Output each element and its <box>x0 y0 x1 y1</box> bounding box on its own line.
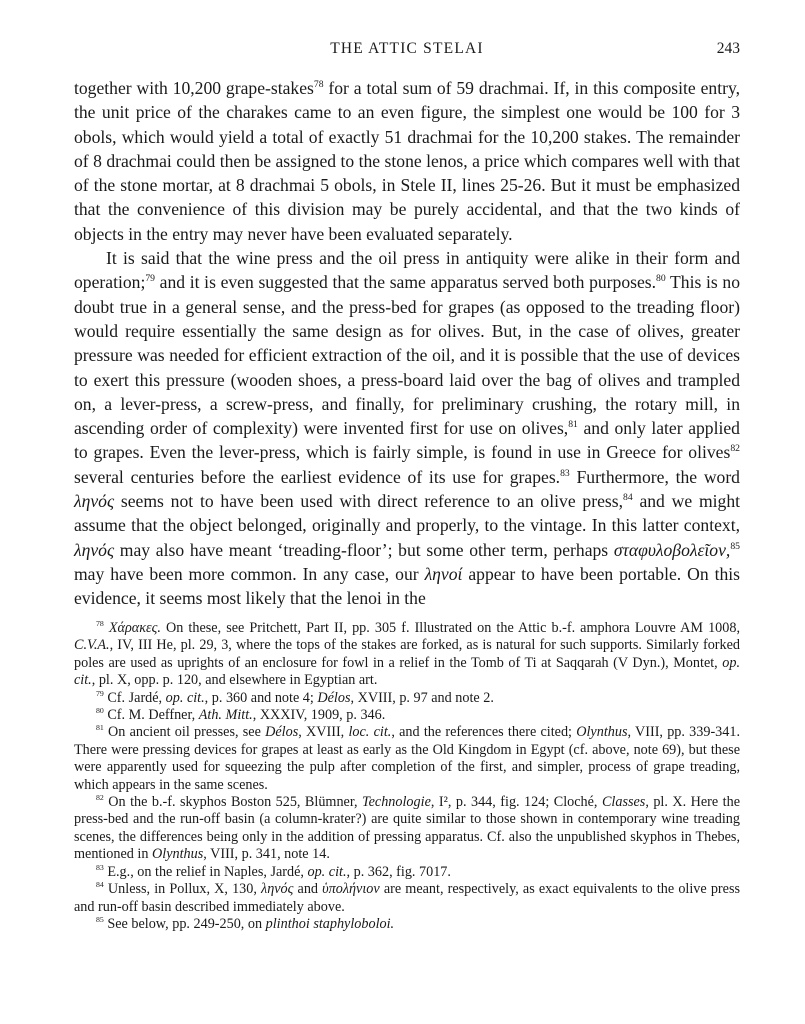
text-run: , and the references there cited; <box>391 724 577 741</box>
footnote-85 <box>74 916 740 933</box>
italic-text: Olynthus <box>152 846 204 863</box>
italic-text: Olynthus <box>576 724 628 741</box>
running-header <box>74 40 740 62</box>
footnotes <box>74 620 740 933</box>
footnote-83 <box>74 864 740 881</box>
note-ref: 84 <box>622 491 633 503</box>
note-ref: 82 <box>96 793 104 803</box>
italic-text: ληνός <box>261 881 294 898</box>
paragraph <box>74 76 740 246</box>
italic-text: plinthoi staphyloboloi. <box>265 915 395 932</box>
italic-text: C.V.A. <box>74 637 110 654</box>
footnote-80 <box>74 707 740 724</box>
footnote-79 <box>74 690 740 707</box>
text-run: , pl. X, opp. p. 120, and elsewhere in Egyptian art. <box>91 672 378 689</box>
text-run: Furthermore, the word <box>569 466 740 487</box>
italic-text: Délos <box>265 724 299 741</box>
text-run: and it is even suggested that the same apparatus served both purposes. <box>155 272 657 293</box>
note-ref: 84 <box>96 880 104 890</box>
note-ref: 85 <box>730 540 740 552</box>
text-run: and we might assume that the object belonged, originally and properly, to the vintage. In this latter context, <box>74 491 740 536</box>
italic-text: op. cit. <box>165 689 205 706</box>
text-run: , p. 362, fig. 7017. <box>346 863 451 880</box>
text-run: Unless, in Pollux, X, 130, <box>103 881 262 898</box>
text-run: Cf. M. Deffner, <box>103 707 199 724</box>
text-run: Cf. Jardé, <box>103 689 166 706</box>
text-run: several centuries before the earliest evidence of its use for grapes. <box>74 466 561 487</box>
italic-text: Ath. Mitt. <box>198 707 253 724</box>
text-run: , pl. X. Here the press-bed and the run-off basin (a column-krater?) are quite similar to those shown in contemporary wine treading scenes, the differences being only in the addition of pressing apparatus. Cf. also the unpublished skyphos in Thebes, mentioned in <box>74 794 740 863</box>
note-ref: 80 <box>656 273 666 285</box>
text-run: On the b.-f. skyphos Boston 525, Blümner, <box>103 794 363 811</box>
text-run: , XXXIV, 1909, p. 346. <box>252 707 386 724</box>
text-run: See below, pp. 249-250, on <box>103 915 266 932</box>
text-run: may also have meant ‘treading-floor’; but some other term, perhaps <box>114 539 614 560</box>
page-number: 243 <box>716 40 740 57</box>
text-run: On ancient oil presses, see <box>103 724 266 741</box>
note-ref: 82 <box>730 443 740 455</box>
italic-text: loc. cit. <box>348 724 392 741</box>
italic-text: σταφυλοβολεῖον, <box>613 539 731 560</box>
text-run: together with 10,200 grape-stakes <box>74 78 314 98</box>
italic-text: op. cit. <box>74 654 740 689</box>
italic-text: Classes <box>601 794 646 811</box>
note-ref: 83 <box>96 862 104 872</box>
italic-text: Χάρακες. <box>103 620 161 636</box>
paragraph <box>74 246 740 610</box>
text-run: On these, see Pritchett, Part II, pp. 305 f. Illustrated on the Attic b.-f. amphora Louvre AM 1008, <box>160 620 740 636</box>
footnote-81 <box>74 724 740 794</box>
running-title: THE ATTIC STELAI <box>330 40 484 57</box>
note-ref: 83 <box>560 467 570 479</box>
text-run: E.g., on the relief in Naples, Jardé, <box>103 863 308 880</box>
footnote-78 <box>74 620 740 690</box>
text-run: , XVIII, p. 97 and note 2. <box>350 689 494 706</box>
footnote-84 <box>74 881 740 916</box>
text-run: appear to have been portable. On this evidence, it seems most likely that the lenoi in the <box>74 563 740 609</box>
italic-text: ληνός <box>74 539 115 560</box>
text-run: , VIII, p. 341, note 14. <box>203 846 330 863</box>
text-run: , IV, III He, pl. 29, 3, where the tops of the stakes are forked, as is natural for such supports. Similarly forked poles are used as uprights of an enclosure for fowl in a relief in the Tomb of Ti at Saqqarah (V Dyn.), Montet, <box>74 637 740 671</box>
note-ref: 81 <box>568 418 578 430</box>
note-ref: 78 <box>96 619 104 629</box>
note-ref: 81 <box>96 723 104 733</box>
main-text <box>74 76 740 611</box>
text-run: and only later applied to grapes. Even the lever-press, which is fairly simple, is found in use in Greece for olives <box>74 418 740 463</box>
italic-text: ὑπολήνιον <box>322 881 380 898</box>
text-run: and <box>293 881 323 898</box>
note-ref: 85 <box>96 915 104 925</box>
note-ref: 79 <box>96 688 104 698</box>
italic-text: Technologie <box>362 794 431 811</box>
text-run: , p. 360 and note 4; <box>204 689 318 706</box>
text-run: for a total sum of 59 drachmai. If, in this composite entry, the unit price of the charakes came to an even figure, the simplest one would be 100 for 3 obols, which would yield a total of exactly 51 drachmai for the 10,200 stakes. The remainder of 8 drachmai could then be assigned to the stone lenos, a price which compares well with that of the stone mortar, at 8 drachmai 5 obols, in Stele II, lines 25-26. But it must be emphasized that the convenience of this division may be purely accidental, and that the two kinds of objects in the entry may never have been evaluated separately. <box>74 78 740 244</box>
text-run: It is said that the wine press and the oil press in antiquity were alike in their form and operation; <box>74 248 740 293</box>
italic-text: ληνός <box>74 491 115 512</box>
note-ref: 78 <box>313 78 324 90</box>
note-ref: 79 <box>145 273 156 285</box>
text-run: are meant, respectively, as exact equivalents to the olive press and run-off basin described immediately above. <box>74 881 740 915</box>
footnote-82 <box>74 794 740 864</box>
italic-text: Délos <box>317 689 351 706</box>
italic-text: op. cit. <box>307 863 347 880</box>
text-run: seems not to have been used with direct reference to an olive press, <box>114 491 623 512</box>
text-run: may have been more common. In any case, our <box>74 563 425 584</box>
text-run: This is no doubt true in a general sense, and the press-bed for grapes (as opposed to the treading floor) would require essentially the same design as for olives. But, in the case of olives, greater pressure was needed for efficient extraction of the oil, and it is possible that the use of devices to exert this pressure (wooden shoes, a press-board laid over the bag of olives and trampled on, a lever-press, a screw-press, and finally, for preliminary crushing, the rotary mill, in ascending order of complexity) were invented first for use on olives, <box>74 272 740 439</box>
text-run: , VIII, pp. 339-341. There were pressing devices for grapes at least as early as the Old Kingdom in Egypt (cf. above, note 69), but these were apparently used for squeezing the pulp after completion of the first, and simpler, process of grape treading, which appears in the same scenes. <box>74 724 740 793</box>
note-ref: 80 <box>96 706 104 716</box>
italic-text: ληνοί <box>424 563 463 584</box>
text-run: , I², p. 344, fig. 124; Cloché, <box>430 794 602 811</box>
text-run: , XVIII, <box>298 724 349 741</box>
